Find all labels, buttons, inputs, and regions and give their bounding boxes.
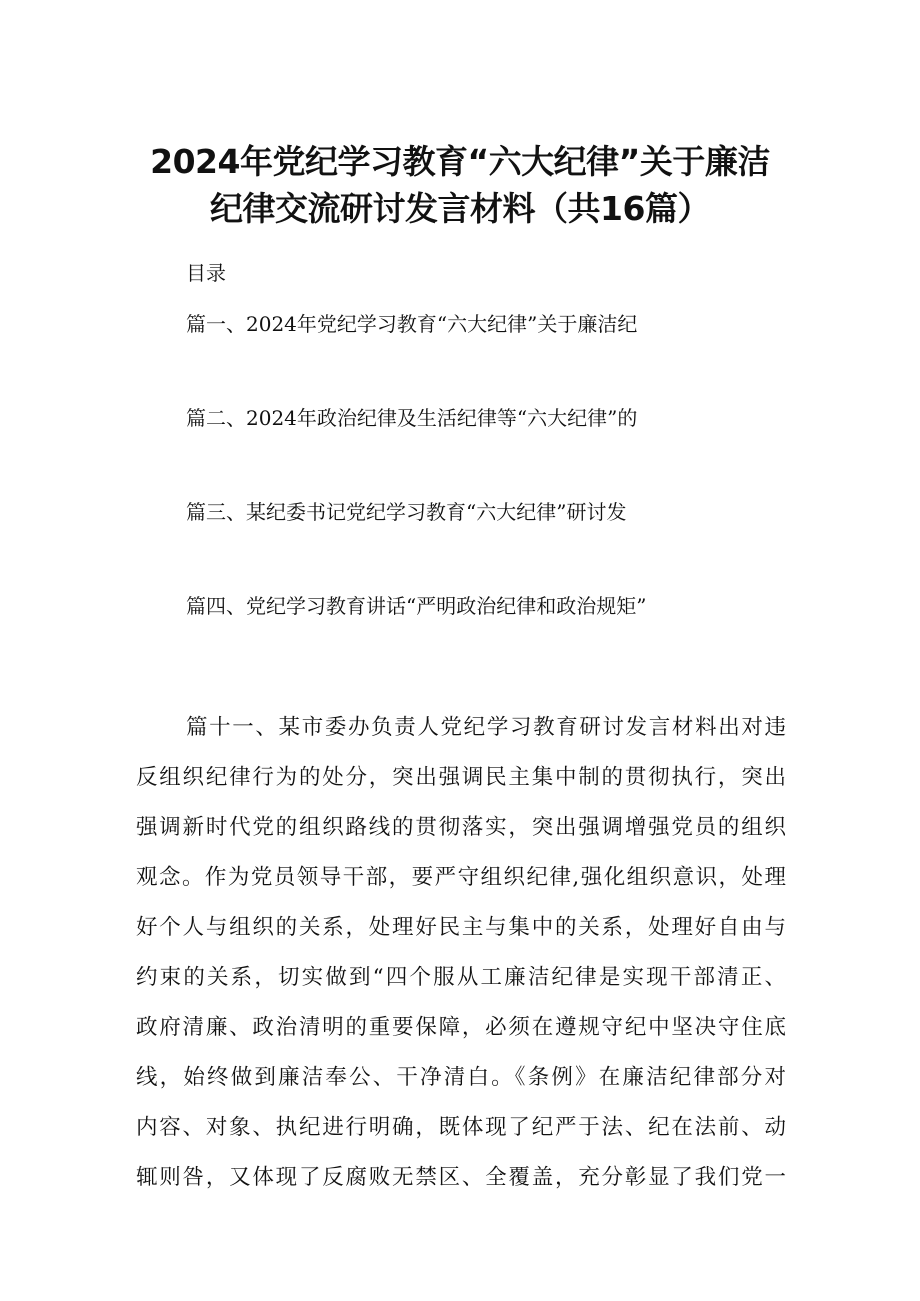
body-line-1: 篇十一、某市委办负责人党纪学习教育研讨发言材料出对违 [186, 715, 786, 740]
body-line-8: 线，始终做到廉洁奉公、干净清白。《条例》在廉洁纪律部分对 [136, 1065, 786, 1090]
body-line-7: 政府清廉、政治清明的重要保障，必须在遵规守纪中坚决守住底 [136, 1015, 786, 1040]
body-line-9: 内容、对象、执纪进行明确，既体现了纪严于法、纪在法前、动 [136, 1115, 786, 1140]
body-line-6: 约束的关系，切实做到“四个服从工廉洁纪律是实现干部清正、 [136, 965, 786, 990]
toc-heading: 目录 [186, 261, 226, 285]
body-line-3: 强调新时代党的组织路线的贯彻落实，突出强调增强党员的组织 [136, 815, 786, 840]
document-title-line-2: 纪律交流研讨发言材料（共16篇） [210, 189, 710, 228]
toc-item-3: 篇三、某纪委书记党纪学习教育“六大纪律”研讨发 [186, 500, 627, 524]
toc-item-1: 篇一、2024年党纪学习教育“六大纪律”关于廉洁纪 [186, 312, 638, 336]
body-line-5: 好个人与组织的关系，处理好民主与集中的关系，处理好自由与 [136, 915, 786, 940]
body-line-4: 观念。作为党员领导干部，要严守组织纪律,强化组织意识，处理 [136, 865, 786, 890]
document-title-line-1: 2024年党纪学习教育“六大纪律”关于廉洁 [150, 142, 770, 181]
toc-item-2: 篇二、2024年政治纪律及生活纪律等“六大纪律”的 [186, 406, 638, 430]
body-line-10: 辄则咎，又体现了反腐败无禁区、全覆盖，充分彰显了我们党一 [136, 1165, 786, 1190]
toc-item-4: 篇四、党纪学习教育讲话“严明政治纪律和政治规矩” [186, 594, 647, 618]
body-line-2: 反组织纪律行为的处分，突出强调民主集中制的贯彻执行，突出 [136, 765, 786, 790]
